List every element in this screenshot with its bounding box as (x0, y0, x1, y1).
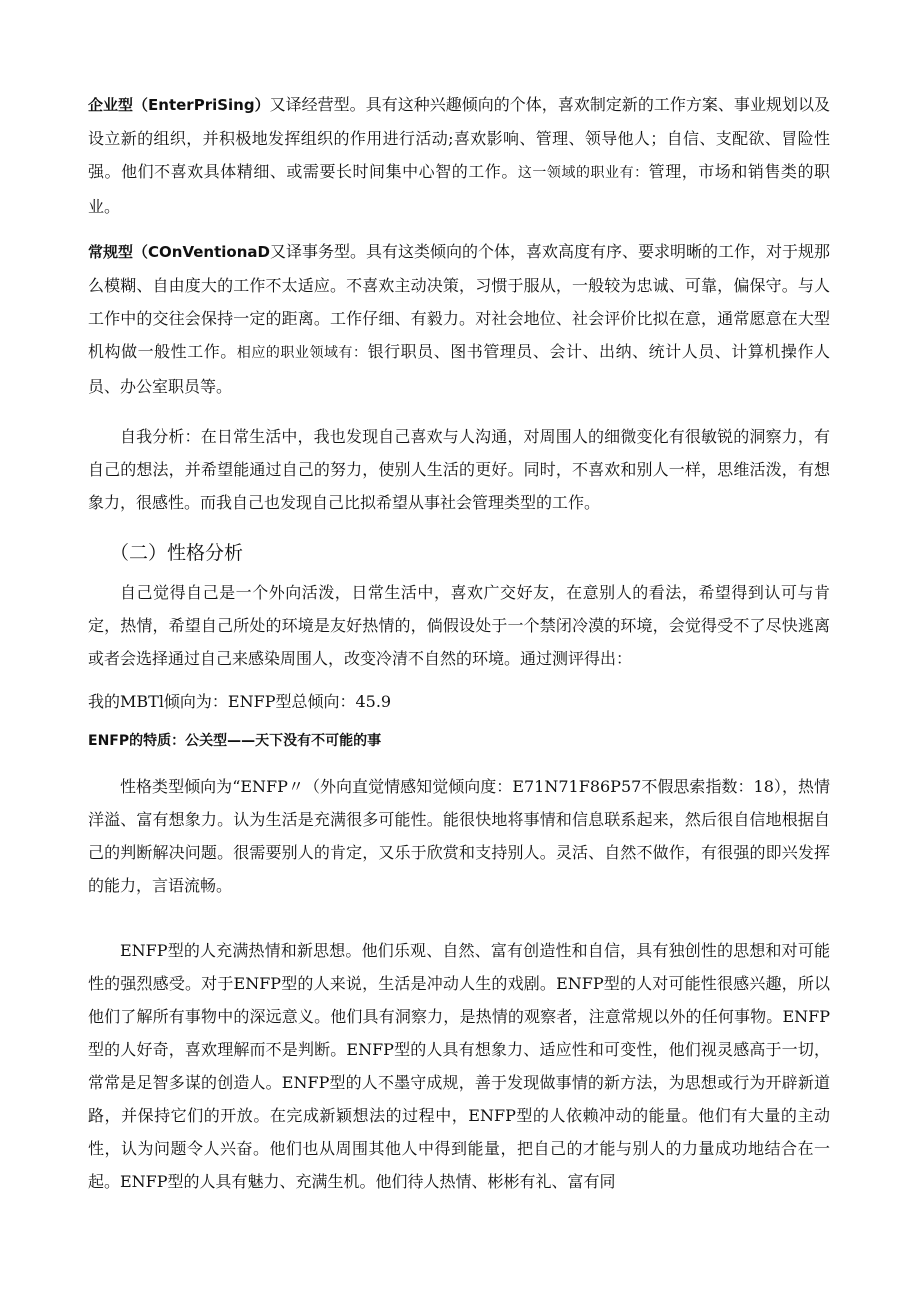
enfp-heading: ENFP的特质：公关型——天下没有不可能的事 (88, 733, 382, 749)
paragraph-enfp-1: 性格类型倾向为“ENFP〃（外向直觉情感知觉倾向度：E71N71F86P57不假思索指数：18），热情洋溢、富有想象力。认为生活是充满很多可能性。能很快地将事情和信息联系起来，然后很自信地根据自己的判断解决问题。很需要别人的肯定，又乐于欣赏和支持别人。灵活、自然不做作，有很强的即兴发挥的能力，言语流畅。 (88, 777, 830, 895)
paragraph-enfp-2: ENFP型的人充满热情和新思想。他们乐观、自然、富有创造性和自信，具有独创性的思想和对可能性的强烈感受。对于ENFP型的人来说，生活是冲动人生的戏剧。ENFP型的人对可能性很感兴趣，所以他们了解所有事物中的深远意义。他们具有洞察力，是热情的观察者，注意常规以外的任何事物。ENFP型的人好奇，喜欢理解而不是判断。ENFP型的人具有想象力、适应性和可变性，他们视灵感高于一切，常常是足智多谋的创造人。ENFP型的人不墨守成规，善于发现做事情的新方法，为思想或行为开辟新道路，并保持它们的开放。在完成新颖想法的过程中，ENFP型的人依赖冲动的能量。他们有大量的主动性，认为问题令人兴奋。他们也从周围其他人中得到能量，把自己的才能与别人的力量成功地结合在一起。ENFP型的人具有魅力、充满生机。他们待人热情、彬彬有礼、富有同 (88, 941, 830, 1191)
section-title: （二）性格分析 (110, 542, 244, 564)
paragraph-self-analysis: 自我分析：在日常生活中，我也发现自己喜欢与人沟通，对周围人的细微变化有很敏锐的洞察力，有自己的想法，并希望能通过自己的努力，使别人生活的更好。同时，不喜欢和别人一样，思维活泼，有想象力，很感性。而我自己也发现自己比拟希望从事社会管理类型的工作。 (88, 427, 830, 512)
enterprising-occupation-label: 这一领域的职业有： (517, 165, 649, 181)
mbti-result-line: 我的MBTl倾向为：ENFP型总倾向：45.9 (88, 692, 392, 711)
conventional-text-1: 又译事务型。具有这类倾向的个体，喜欢高度有序、要求明晰的工作，对于规那么模糊、自由度大的工作不太适应。不喜欢主动决策，习惯于服从，一般较为忠诚、可靠，偏保守。与人工作中的交往会保持一定的距离。工作仔细、有毅力。对社会地位、社会评价比拟在意，通常愿意在大型机构做一般性工作。 (88, 242, 830, 361)
enterprising-lead: 企业型（EnterPriSing） (88, 96, 270, 114)
enterprising-text-1: 又译经营型。具有这种兴趣倾向的个体，喜欢制定新的工作方案、事业规划以及设立新的组织，并积极地发挥组织的作用进行活动;喜欢影响、管理、领导他人；自信、支配欲、冒险性强。他们不喜欢具体精细、或需要长时间集中心智的工作。 (88, 95, 830, 181)
paragraph-conventional (88, 235, 830, 403)
paragraph-personality-intro: 自己觉得自己是一个外向活泼，日常生活中，喜欢广交好友，在意别人的看法，希望得到认可与肯定，热情，希望自己所处的环境是友好热情的，倘假设处于一个禁闭冷漠的环境，会觉得受不了尽快逃离或者会选择通过自己来感染周围人，改变冷清不自然的环境。通过测评得出： (88, 583, 830, 668)
conventional-text-2: 银行职员、图书管理员、会计、出纳、统计人员、计算机操作人员、办公室职员等。 (88, 342, 830, 396)
paragraph-enterprising (88, 88, 830, 223)
conventional-occupation-label: 相应的职业领域有： (236, 345, 368, 361)
enterprising-text-2: 管理，市场和销售类的职业。 (88, 162, 830, 216)
conventional-lead: 常规型（COnVentionaD (88, 243, 270, 261)
